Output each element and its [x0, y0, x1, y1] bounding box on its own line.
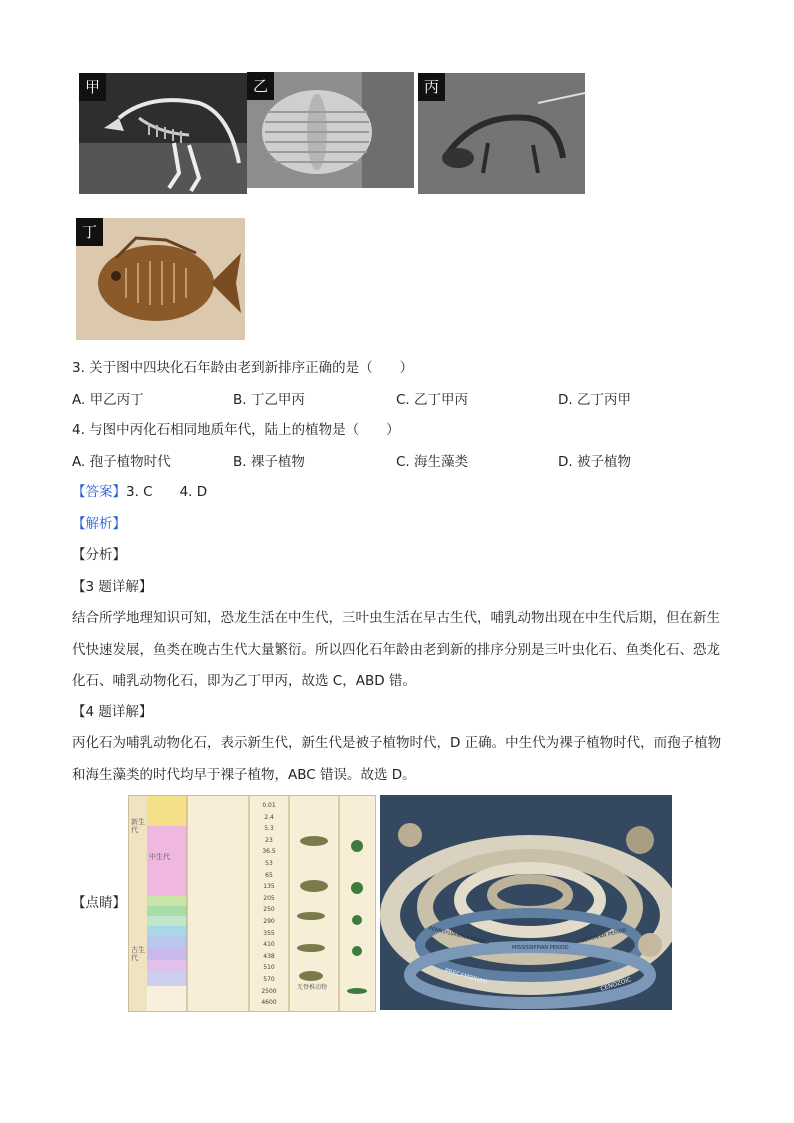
fossil-image-jia: [79, 73, 247, 194]
image-label-yi: 乙: [247, 72, 274, 100]
analysis-label: 【解析】: [72, 516, 126, 532]
spiral-label-mississippian: MISSISSIPPIAN PERIOD: [512, 945, 569, 951]
answer-line: [72, 482, 207, 502]
fenxi-label: 【分析】: [72, 547, 126, 563]
question-3-option-a: A. 甲乙丙丁: [72, 392, 144, 408]
geologic-time-table: [128, 795, 376, 1012]
image-label-jia: 甲: [79, 73, 106, 101]
age-value: 570: [263, 975, 275, 983]
geologic-spiral-illustration: [380, 795, 672, 1010]
age-value: 2.4: [264, 813, 274, 821]
question-4-option-c: C. 海生藻类: [396, 454, 469, 470]
age-value: 355: [263, 929, 275, 937]
question-4-option-b: B. 裸子植物: [233, 454, 305, 470]
age-value: 23: [265, 836, 273, 844]
age-value: 510: [263, 964, 275, 972]
age-value: 410: [263, 941, 275, 949]
q3-detail-label: 【3 题详解】: [72, 579, 153, 595]
age-value: 2500: [261, 987, 277, 995]
age-value: 250: [263, 906, 275, 914]
spiral-label-pennsylvanian: PENNSYLVANIAN PERIOD: [428, 925, 490, 947]
q4-detail-label: 【4 题详解】: [72, 704, 153, 720]
question-3-option-c: C. 乙丁甲丙: [396, 392, 469, 408]
q4-detail-text: 丙化石为哺乳动物化石，表示新生代，新生代是被子植物时代，D 正确。中生代为裸子植物时代，而孢子植物和海生藻类的时代均早于裸子植物，ABC 错误。故选 D。: [72, 735, 722, 783]
age-value: 205: [263, 894, 275, 902]
spiral-label-devonian: DEVONIAN PERIOD: [579, 927, 628, 945]
fossil-image-bing: [418, 73, 585, 194]
spiral-label-cenozoic: CENOZOIC: [599, 976, 633, 993]
age-value: 36.5: [262, 848, 276, 856]
age-value: 438: [263, 952, 275, 960]
question-3-stem: 3. 关于图中四块化石年龄由老到新排序正确的是（ ）: [72, 360, 414, 376]
spiral-label-precambrian: PRECAMBRIAN: [443, 967, 488, 986]
image-label-bing: 丙: [418, 73, 445, 101]
question-4-option-d: D. 被子植物: [558, 454, 631, 470]
era-label-mesozoic: 中生代: [149, 853, 170, 861]
age-column: [251, 800, 287, 1009]
fossil-image-ding: [76, 218, 245, 340]
age-value: 0.01: [262, 802, 276, 809]
era-label-paleozoic: 古生代: [131, 946, 145, 962]
age-value: 290: [263, 917, 275, 925]
age-value: 4600: [261, 999, 277, 1007]
age-value: 135: [263, 883, 275, 891]
age-value: 5.3: [264, 825, 274, 833]
question-4-option-a: A. 孢子植物时代: [72, 454, 171, 470]
question-3-option-b: B. 丁乙甲丙: [233, 392, 305, 408]
q3-detail-text: 结合所学地理知识可知，恐龙生活在中生代，三叶虫生活在早古生代，哺乳动物出现在中生代后期，但在新生代快速发展，鱼类在晚古生代大量繁衍。所以四化石年龄由老到新的排序分别是三叶虫化石、鱼类化石、恐龙化石、哺乳动物化石，即为乙丁甲丙，故选 C，ABD 错。: [72, 610, 720, 689]
answer-label: 【答案】: [72, 484, 126, 500]
question-4-stem: 4. 与图中丙化石相同地质年代，陆上的植物是（ ）: [72, 422, 400, 438]
animal-label: 无脊椎动物: [297, 984, 328, 991]
era-label-cenozoic: 新生代: [131, 818, 145, 834]
image-label-ding: 丁: [76, 218, 103, 246]
dianjing-label: 【点睛】: [72, 895, 126, 911]
fossil-image-yi: [247, 72, 414, 188]
question-3-option-d: D. 乙丁丙甲: [558, 392, 631, 408]
age-value: 53: [265, 859, 273, 867]
age-value: 65: [265, 871, 273, 879]
answer-value: 3. C 4. D: [126, 484, 208, 500]
